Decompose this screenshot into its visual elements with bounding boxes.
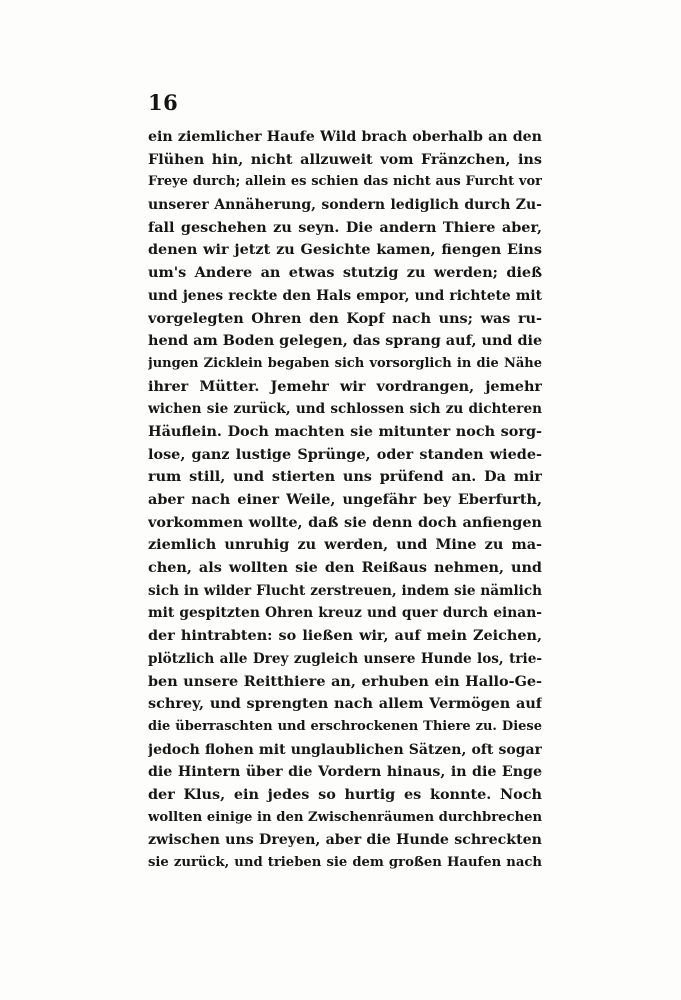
text-line: ihrer Mütter. Jemehr wir vordrangen, jemehr [148, 377, 542, 395]
page-number: 16 [148, 90, 179, 115]
text-line: unserer Annäherung, sondern lediglich durch Zu- [148, 197, 542, 214]
text-line: die Hintern über die Vordern hinaus, in die Enge [148, 764, 542, 781]
text-line: Häuflein. Doch machten sie mitunter noch sorg- [148, 422, 542, 440]
text-line: zwischen uns Dreyen, aber die Hunde schreckten [148, 832, 542, 849]
text-line: denen wir jetzt zu Gesichte kamen, fiengen Eins [148, 241, 542, 259]
text-line: ziemlich unruhig zu werden, und Mine zu ma- [148, 536, 542, 554]
text-line: jedoch flohen mit unglaublichen Sätzen, oft sogar [148, 741, 542, 758]
text-line: Freye durch; allein es schien das nicht aus Furcht vor [148, 174, 542, 190]
text-line: mit gespitzten Ohren kreuz und quer durch einan- [148, 605, 542, 622]
text-line: aber nach einer Weile, ungefähr bey Eberfurth, [148, 491, 542, 508]
body-text [148, 126, 542, 875]
text-line: vorgelegten Ohren den Kopf nach uns; was ru- [148, 309, 542, 327]
text-line: lose, ganz lustige Sprünge, oder standen wiede- [148, 445, 542, 463]
text-line: sie zurück, und trieben sie dem großen Haufen nach [148, 855, 542, 870]
text-line: der hintrabten: so ließen wir, auf mein Zeichen, [148, 627, 542, 645]
text-line: rum still, und stierten uns prüfend an. Da mir [148, 468, 542, 486]
text-line: hend am Boden gelegen, das sprang auf, und die [148, 332, 542, 350]
text-line: Flühen hin, nicht allzuweit vom Fränzchen, ins [148, 150, 542, 168]
text-line: wollten einige in den Zwischenräumen durchbrechen [148, 809, 542, 825]
text-line: sich in wilder Flucht zerstreuen, indem sie nämlich [148, 582, 542, 599]
text-line: fall geschehen zu seyn. Die andern Thiere aber, [148, 218, 542, 236]
text-line: vorkommen wollte, daß sie denn doch anfiengen [148, 513, 542, 531]
text-line: ein ziemlicher Haufe Wild brach oberhalb an den [148, 129, 542, 145]
text-line: ben unsere Reitthiere an, erhuben ein Hallo-Ge- [148, 672, 542, 690]
text-line: der Klus, ein jedes so hurtig es konnte. Noch [148, 785, 542, 803]
text-line: um's Andere an etwas stutzig zu werden; dieß [148, 264, 542, 282]
text-line: plötzlich alle Drey zugleich unsere Hunde los, trie- [148, 650, 542, 667]
text-line: schrey, und sprengten nach allem Vermögen auf [148, 695, 542, 713]
text-line: wichen sie zurück, und schlossen sich zu dichteren [148, 401, 542, 418]
text-line: chen, als wollten sie den Reißaus nehmen, und [148, 559, 542, 577]
text-line: und jenes reckte den Hals empor, und richtete mit [148, 287, 542, 304]
text-line: die überraschten und erschrockenen Thiere zu. Diese [148, 718, 542, 734]
text-line: jungen Zicklein begaben sich vorsorglich in die Nähe [148, 355, 542, 371]
